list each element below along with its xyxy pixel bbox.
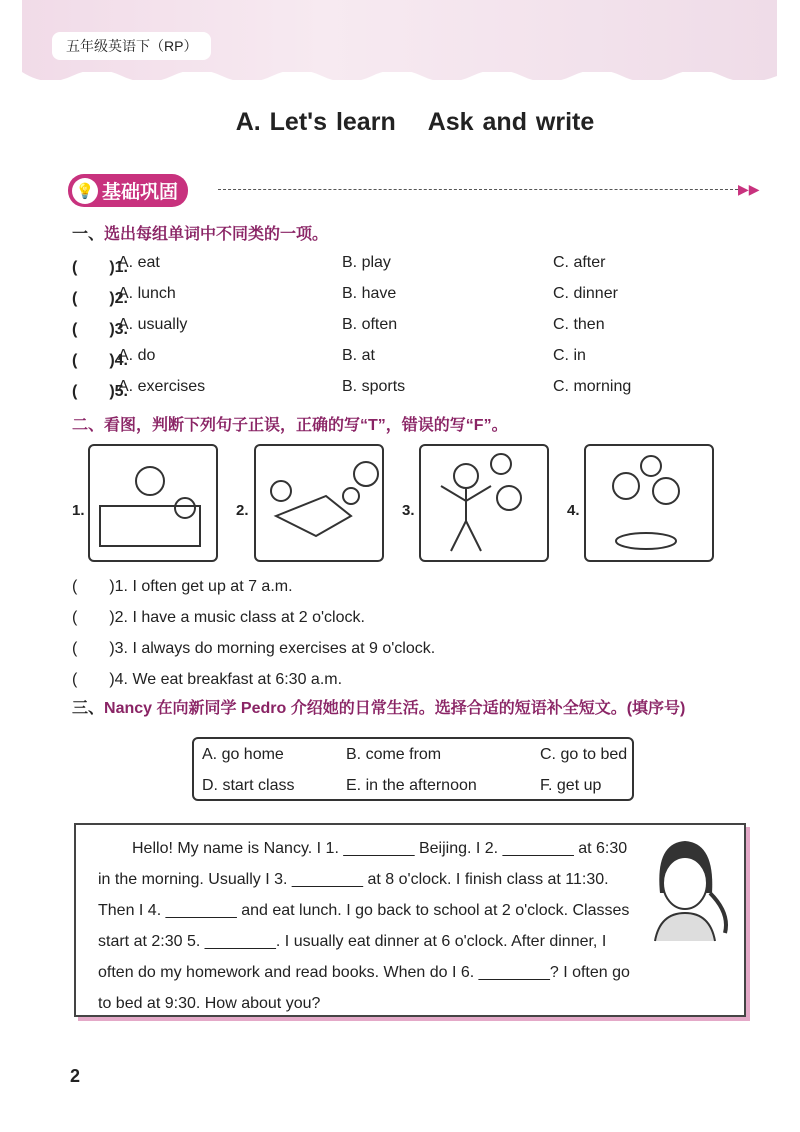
phrase-options-box [192, 737, 634, 801]
choice-a: A. lunch [118, 285, 176, 302]
double-arrow-icon: ▶▶ [738, 181, 760, 197]
picture-breakfast [584, 444, 714, 562]
answer-blank[interactable]: ( )1. [72, 259, 129, 276]
question-2-heading: 二、看图，判断下列句子正误，正确的写“T”，错误的写“F”。 [72, 417, 508, 434]
option: E. in the afternoon [346, 777, 477, 794]
choice-c: C. in [553, 347, 586, 364]
option: F. get up [540, 777, 602, 794]
pic-label: 1. [72, 502, 85, 519]
girl-illustration [640, 833, 730, 943]
page-number: 2 [70, 1066, 81, 1086]
question-2-item[interactable]: ( )3. I always do morning exercises at 9 o'clock. [72, 640, 436, 657]
answer-blank[interactable]: ( )5. [72, 383, 129, 400]
pic-label: 2. [236, 502, 249, 519]
answer-blank[interactable]: ( )3. [72, 321, 129, 338]
picture-piano [254, 444, 384, 562]
passage-box [74, 823, 746, 1017]
wave-decoration [22, 72, 777, 88]
book-label: 五年级英语下（RP） [52, 32, 211, 60]
choice-c: C. dinner [553, 285, 618, 302]
option: A. go home [202, 746, 284, 763]
question-1-item [72, 285, 672, 305]
section-header [68, 174, 188, 207]
pic-label: 4. [567, 502, 580, 519]
picture-exercise [419, 444, 549, 562]
question-1-item [72, 316, 672, 336]
question-1-item [72, 254, 672, 274]
pic-label: 3. [402, 502, 415, 519]
choice-c: C. then [553, 316, 605, 333]
section-label: 基础巩固 [102, 182, 179, 203]
question-2-item[interactable]: ( )2. I have a music class at 2 o'clock. [72, 609, 365, 626]
choice-c: C. morning [553, 378, 632, 395]
choice-b: B. sports [342, 378, 406, 395]
option: D. start class [202, 777, 295, 794]
choice-b: B. at [342, 347, 375, 364]
choice-a: A. usually [118, 316, 188, 333]
picture-row [72, 444, 722, 564]
choice-a: A. eat [118, 254, 160, 271]
question-2-item[interactable]: ( )1. I often get up at 7 a.m. [72, 578, 293, 595]
answer-blank[interactable]: ( )2. [72, 290, 129, 307]
question-1-heading: 一、选出每组单词中不同类的一项。 [72, 226, 329, 243]
choice-a: A. exercises [118, 378, 206, 395]
lightbulb-icon: 💡 [72, 178, 98, 204]
question-1-item [72, 378, 672, 398]
question-1-item [72, 347, 672, 367]
picture-boy-waking [88, 444, 218, 562]
option: B. come from [346, 746, 442, 763]
choice-a: A. do [118, 347, 156, 364]
divider [218, 189, 738, 190]
choice-b: B. often [342, 316, 398, 333]
choice-c: C. after [553, 254, 606, 271]
question-2-item[interactable]: ( )4. We eat breakfast at 6:30 a.m. [72, 671, 343, 688]
title-part2: Ask and write [427, 108, 595, 136]
choice-b: B. have [342, 285, 397, 302]
page-title [0, 108, 800, 137]
answer-blank[interactable]: ( )4. [72, 352, 129, 369]
option: C. go to bed [540, 746, 628, 763]
question-3-heading: 三、Nancy 在向新同学 Pedro 介绍她的日常生活。选择合适的短语补全短文。(填序号) [72, 700, 686, 717]
passage-text: Hello! My name is Nancy. I 1. ________ Beijing. I 2. ________ at 6:30 in the morning. Usually I 3. ________ at 8 o'clock. I finish class at 11:30. Then I 4. ________ and eat lunch. I go back to school at 2 o'clock. Classes start at 2:30 5. ________. I usually eat dinner at 6 o'clock. After dinner, I often do my homework and read books. When do I 6. ________? I often go to bed at 9:30. How about you? [98, 840, 630, 1012]
title-part1: A. Let's learn [235, 108, 396, 136]
choice-b: B. play [342, 254, 391, 271]
